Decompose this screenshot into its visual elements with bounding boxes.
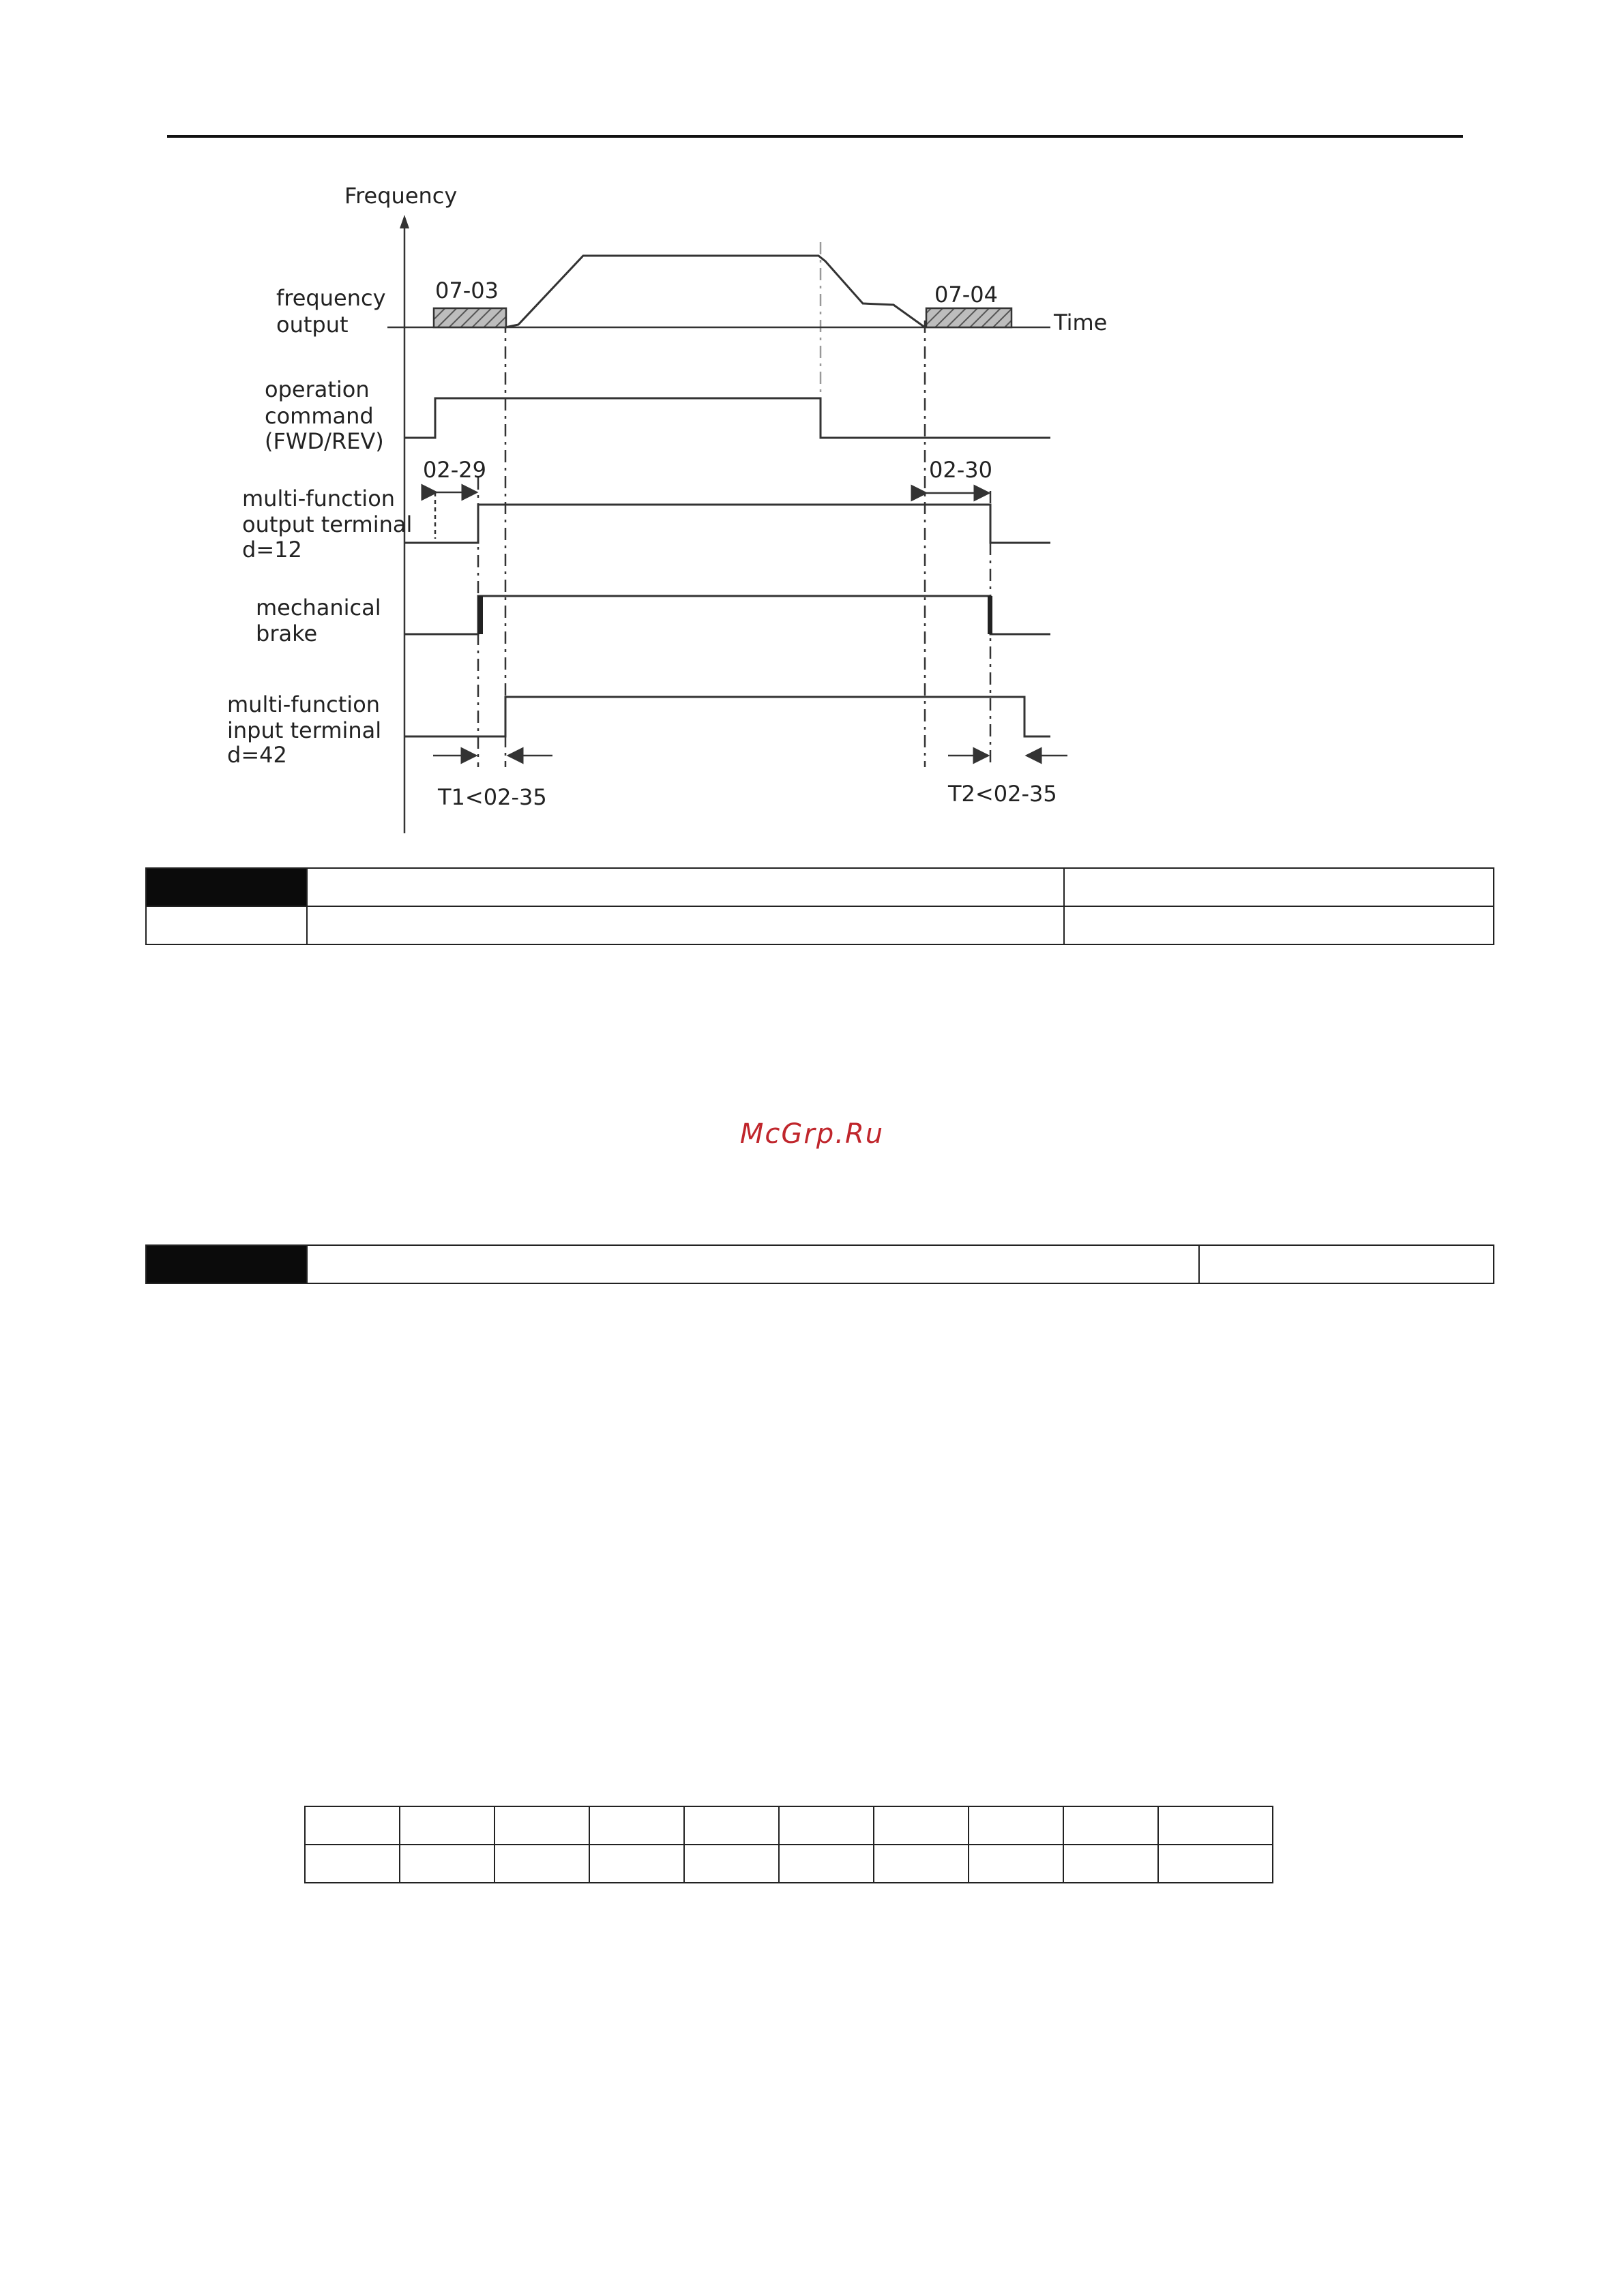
param-name-cell <box>307 868 1064 906</box>
dc-brake-stop-block <box>926 308 1012 327</box>
param-07-04-label: 07-04 <box>934 282 998 308</box>
param-unit-cell <box>1199 1245 1494 1283</box>
parameter-table-1 <box>145 867 1494 945</box>
param-setting-range-cell <box>307 906 1064 944</box>
mech-brake-label-1: mechanical <box>256 595 381 621</box>
mf-input-label-2: input terminal <box>227 717 382 743</box>
param-unit-cell <box>1064 868 1494 906</box>
timing-diagram <box>0 0 1624 859</box>
param-number-cell <box>146 868 307 906</box>
mf-input-label-3: d=42 <box>227 742 287 768</box>
grid-cell <box>874 1845 969 1883</box>
grid-cell <box>1158 1806 1273 1845</box>
param-setting-cell <box>146 906 307 944</box>
table-row <box>305 1806 1273 1845</box>
grid-cell <box>305 1845 400 1883</box>
table-row <box>305 1845 1273 1883</box>
mf-input-waveform <box>404 697 1050 736</box>
grid-cell <box>779 1806 874 1845</box>
grid-cell <box>589 1806 684 1845</box>
op-command-label-1: operation <box>265 376 370 402</box>
param-07-03-label: 07-03 <box>435 278 499 303</box>
grid-cell <box>1063 1806 1158 1845</box>
bit-grid-table <box>304 1806 1273 1883</box>
grid-cell <box>400 1806 494 1845</box>
op-command-label-3: (FWD/REV) <box>265 428 384 454</box>
grid-cell <box>1063 1845 1158 1883</box>
y-axis-arrow <box>400 215 409 228</box>
mf-output-label-1: multi-function <box>242 486 396 511</box>
y-axis-label: Frequency <box>344 183 458 209</box>
op-command-label-2: command <box>265 403 374 429</box>
grid-cell <box>874 1806 969 1845</box>
watermark: McGrp.Ru <box>739 1118 885 1150</box>
dc-brake-start-block <box>434 308 506 327</box>
parameter-table-2 <box>145 1244 1494 1284</box>
freq-output-curve <box>505 256 925 327</box>
mech-brake-waveform <box>404 596 1050 634</box>
mf-output-label-2: output terminal <box>242 511 413 537</box>
mf-output-waveform <box>404 505 1050 543</box>
freq-output-label-1: frequency <box>276 285 386 311</box>
grid-cell <box>684 1845 779 1883</box>
grid-cell <box>589 1845 684 1883</box>
grid-cell <box>305 1806 400 1845</box>
grid-cell <box>969 1806 1063 1845</box>
table-row <box>146 868 1494 906</box>
t2-label: T2<02-35 <box>948 781 1057 807</box>
grid-cell <box>1158 1845 1273 1883</box>
mf-output-label-3: d=12 <box>242 537 302 563</box>
param-number-cell <box>146 1245 307 1283</box>
brake-engage-edge <box>478 596 483 634</box>
op-command-waveform <box>404 398 1050 438</box>
time-axis-label: Time <box>1054 310 1108 336</box>
mf-input-label-1: multi-function <box>227 691 381 717</box>
param-default-cell <box>1064 906 1494 944</box>
table-row <box>146 1245 1494 1283</box>
t1-label: T1<02-35 <box>438 784 547 810</box>
brake-release-edge <box>988 596 992 634</box>
mech-brake-label-2: brake <box>256 621 318 646</box>
param-name-cell <box>307 1245 1199 1283</box>
param-02-29-label: 02-29 <box>423 457 486 483</box>
grid-cell <box>684 1806 779 1845</box>
grid-cell <box>969 1845 1063 1883</box>
freq-output-label-2: output <box>276 312 349 338</box>
grid-cell <box>779 1845 874 1883</box>
param-02-30-label: 02-30 <box>929 457 992 483</box>
table-row <box>146 906 1494 944</box>
grid-cell <box>400 1845 494 1883</box>
grid-cell <box>494 1806 589 1845</box>
grid-cell <box>494 1845 589 1883</box>
